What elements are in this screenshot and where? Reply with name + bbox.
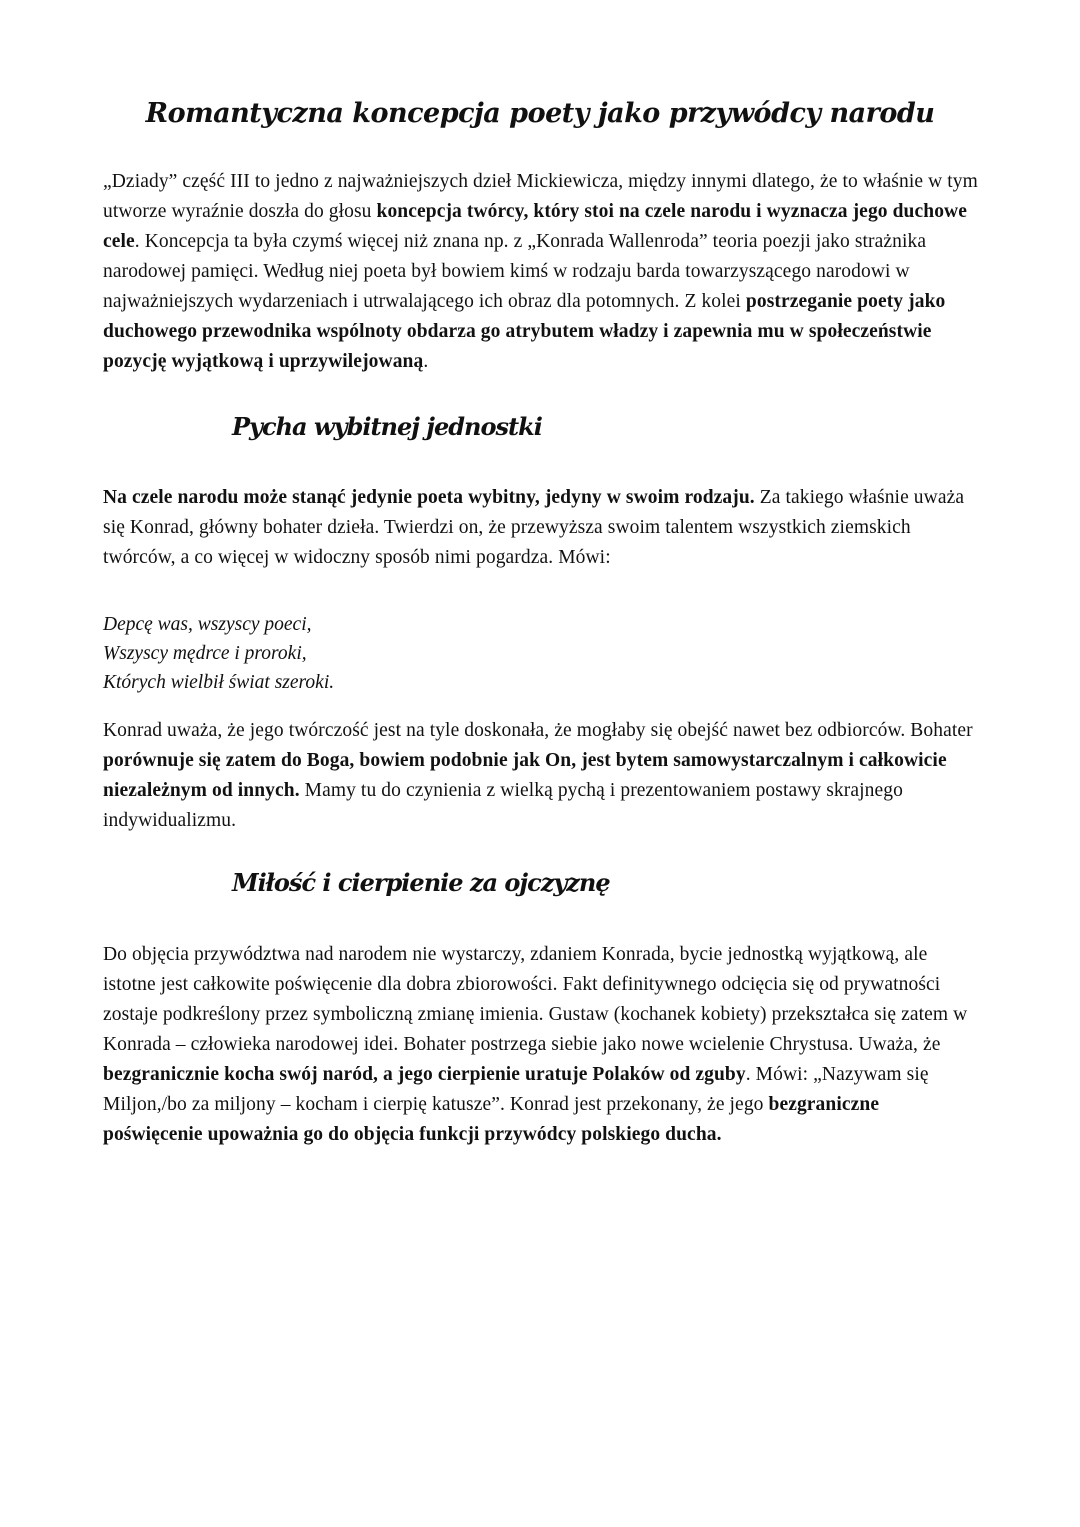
pride-conclusion-paragraph bbox=[103, 716, 981, 836]
pride-paragraph bbox=[103, 483, 981, 573]
bold-text-run: porównuje się zatem do Boga, bowiem podobnie jak On, jest bytem samowystarczalnym i całkowicie niezależnym od innych. bbox=[103, 750, 947, 801]
bold-text-run: koncepcja twórcy, który stoi na czele narodu i wyznacza jego duchowe cele bbox=[103, 201, 967, 252]
poem-line: Których wielbił świat szeroki. bbox=[103, 672, 335, 693]
text-run: „Dziady” część III to jedno z najważniejszych dzieł Mickiewicza, między innymi dlatego, że to właśnie w tym utworze wyraźnie doszła do głosu bbox=[103, 171, 978, 222]
text-run: Do objęcia przywództwa nad narodem nie wystarczy, zdaniem Konrada, bycie jednostką wyjątkową, ale istotne jest całkowite poświęcenie dla dobra zbiorowości. Fakt definitywnego odcięcia się od prywatności zostaje podkreślony przez symboliczną zmianę imienia. Gustaw (kochanek kobiety) przekształca się zatem w Konrada – człowieka narodowej idei. Bohater postrzega siebie jako nowe wcielenie Chrystusa. Uważa, że bbox=[103, 944, 968, 1055]
text-run: . Koncepcja ta była czymś więcej niż znana np. z „Konrada Wallenroda” teoria poezji jako strażnika narodowej pamięci. Według niej poeta był bowiem kimś w rodzaju barda towarzyszącego narodowi w najważniejszych wydarzeniach i utrwalającego ich obraz dla potomnych. Z kolei bbox=[103, 231, 927, 312]
poem-quote bbox=[103, 610, 334, 697]
section-heading-pride: Pycha wybitnej jednostki bbox=[232, 412, 542, 441]
text-run: . bbox=[423, 351, 429, 372]
intro-paragraph bbox=[103, 167, 981, 377]
page-title: Romantyczna koncepcja poety jako przywódcy narodu bbox=[145, 98, 935, 129]
bold-text-run: Na czele narodu może stanąć jedynie poeta wybitny, jedyny w swoim rodzaju. bbox=[103, 487, 755, 508]
text-run: Mamy tu do czynienia z wielką pychą i prezentowaniem postawy skrajnego indywidualizmu. bbox=[103, 780, 903, 831]
poem-line: Depcę was, wszyscy poeci, bbox=[103, 614, 312, 635]
section-heading-love: Miłość i cierpienie za ojczyznę bbox=[232, 868, 610, 897]
text-run: . Mówi: „Nazywam się Miljon,/bo za miljony – kocham i cierpię katusze”. Konrad jest przekonany, że jego bbox=[103, 1064, 929, 1115]
love-paragraph bbox=[103, 940, 981, 1150]
text-run: Za takiego właśnie uważa się Konrad, główny bohater dzieła. Twierdzi on, że przewyższa swoim talentem wszystkich ziemskich twórców, a co więcej w widoczny sposób nimi pogardza. Mówi: bbox=[103, 487, 965, 568]
text-run: Konrad uważa, że jego twórczość jest na tyle doskonała, że mogłaby się obejść nawet bez odbiorców. Bohater bbox=[103, 720, 973, 741]
bold-text-run: postrzeganie poety jako duchowego przewodnika wspólnoty obdarza go atrybutem władzy i zapewnia mu w społeczeństwie pozycję wyjątkową i uprzywilejowaną bbox=[103, 291, 946, 372]
bold-text-run: bezgranicznie kocha swój naród, a jego cierpienie uratuje Polaków od zguby bbox=[103, 1064, 746, 1085]
bold-text-run: bezgraniczne poświęcenie upoważnia go do objęcia funkcji przywódcy polskiego ducha. bbox=[103, 1094, 880, 1145]
poem-line: Wszyscy mędrce i proroki, bbox=[103, 643, 307, 664]
